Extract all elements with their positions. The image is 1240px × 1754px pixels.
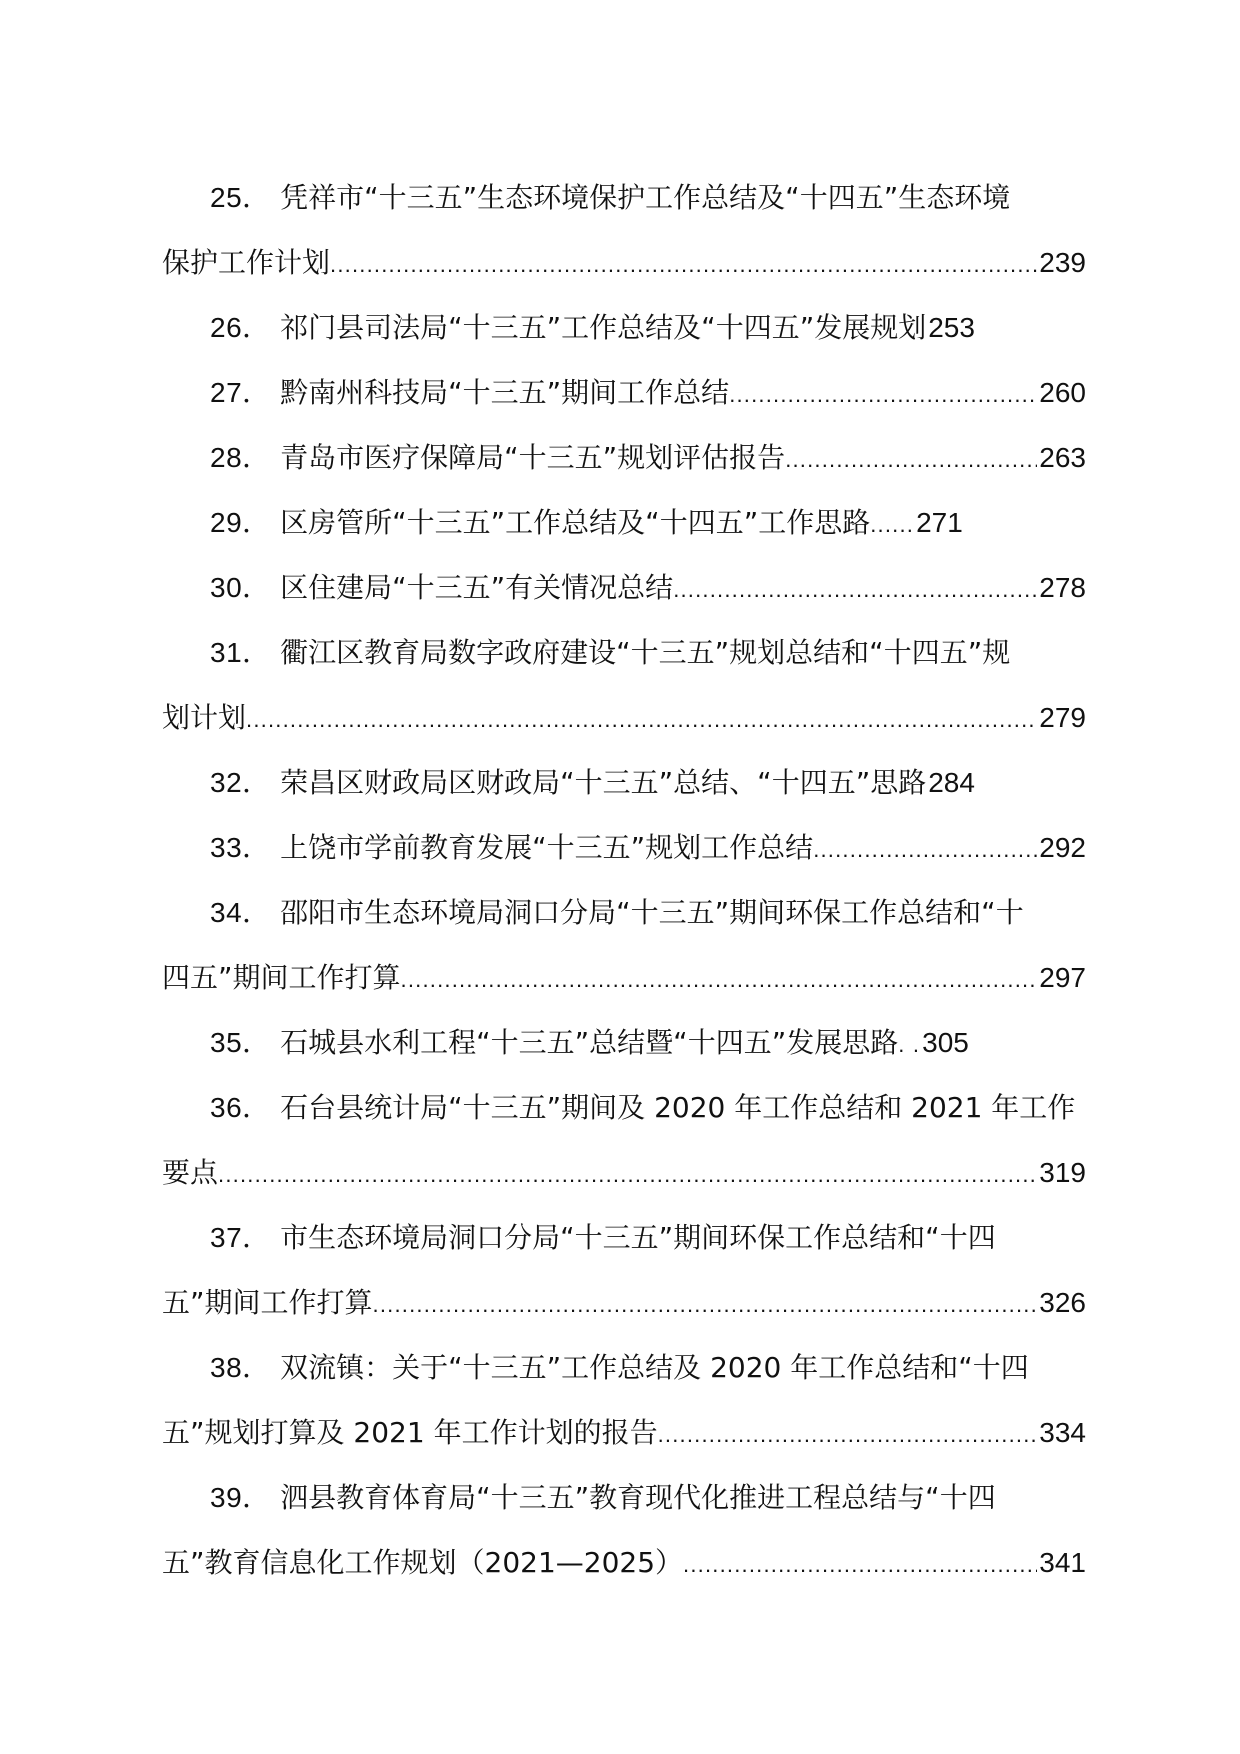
toc-entry-first-line xyxy=(162,750,1086,815)
toc-entry-separator: ． xyxy=(242,506,271,539)
toc-entry-separator: ． xyxy=(242,1091,271,1124)
table-of-contents xyxy=(162,165,1086,1595)
toc-entry-number: 31 xyxy=(210,637,243,668)
toc-entry-title: 邵阳市生态环境局洞口分局“十三五”期间环保工作总结和“十 xyxy=(280,896,1024,929)
toc-entry-separator: ． xyxy=(242,896,271,929)
toc-entry-number: 35 xyxy=(210,1027,243,1058)
toc-entry-first-line xyxy=(162,1205,1086,1270)
toc-leader-dots xyxy=(813,817,1037,880)
toc-leader-dots xyxy=(373,1272,1038,1335)
toc-entry-number: 33 xyxy=(210,832,243,863)
toc-entry-first-line xyxy=(162,815,1086,880)
toc-entry[interactable] xyxy=(162,1205,1086,1335)
toc-entry[interactable] xyxy=(162,360,1086,425)
toc-entry[interactable] xyxy=(162,555,1086,620)
toc-entry-number: 30 xyxy=(210,572,243,603)
toc-page-number: 253 xyxy=(928,312,975,343)
toc-page-number: 292 xyxy=(1039,832,1086,863)
toc-leader-dots: ...... xyxy=(870,512,915,537)
toc-entry-separator: ． xyxy=(242,766,271,799)
toc-entry-first-line xyxy=(162,360,1086,425)
toc-entry-title: 衢江区教育局数字政府建设“十三五”规划总结和“十四五”规 xyxy=(280,636,1011,669)
toc-entry-first-line xyxy=(162,490,1086,555)
toc-entry-first-line xyxy=(162,620,1086,685)
toc-entry-title: 区房管所“十三五”工作总结及“十四五”工作思路 xyxy=(280,506,871,539)
toc-leader-dots xyxy=(683,1532,1037,1595)
toc-entry[interactable] xyxy=(162,165,1086,295)
toc-entry-separator: ． xyxy=(242,311,271,344)
toc-entry-title: 石城县水利工程“十三五”总结暨“十四五”发展思路 xyxy=(280,1026,899,1059)
toc-entry[interactable] xyxy=(162,490,1086,555)
toc-entry-number: 25 xyxy=(210,182,243,213)
toc-leader-dots xyxy=(218,1142,1037,1205)
toc-entry[interactable] xyxy=(162,815,1086,880)
toc-entry-first-line xyxy=(162,425,1086,490)
toc-entry[interactable] xyxy=(162,880,1086,1010)
toc-entry-separator: ． xyxy=(242,831,271,864)
toc-leader-dots xyxy=(330,232,1037,295)
toc-entry[interactable] xyxy=(162,425,1086,490)
toc-leader-dots xyxy=(658,1402,1038,1465)
toc-entry-number: 34 xyxy=(210,897,243,928)
toc-entry[interactable] xyxy=(162,1010,1086,1075)
toc-page-number: 260 xyxy=(1039,377,1086,408)
toc-entry-continuation-line xyxy=(162,1400,1086,1465)
toc-entry-continuation-line xyxy=(162,1270,1086,1335)
toc-entry-first-line xyxy=(162,880,1086,945)
toc-page-number: 341 xyxy=(1039,1547,1086,1578)
toc-entry-number: 37 xyxy=(210,1222,243,1253)
toc-page-number: 271 xyxy=(916,507,963,538)
toc-entry-title: 荣昌区财政局区财政局“十三五”总结、“十四五”思路 xyxy=(280,766,927,799)
toc-leader-dots xyxy=(729,362,1037,425)
toc-entry-title: 双流镇：关于“十三五”工作总结及 2020 年工作总结和“十四 xyxy=(280,1351,1029,1384)
toc-entry-first-line xyxy=(162,1465,1086,1530)
toc-entry-separator: ． xyxy=(242,1481,271,1514)
toc-page-number: 305 xyxy=(922,1027,969,1058)
toc-entry-first-line xyxy=(162,295,1086,360)
toc-entry-title-continued: 划计划 xyxy=(162,701,247,734)
toc-entry-number: 38 xyxy=(210,1352,243,1383)
toc-entry-separator: ． xyxy=(242,376,271,409)
toc-page-number: 278 xyxy=(1039,572,1086,603)
toc-page-number: 326 xyxy=(1039,1287,1086,1318)
toc-entry-separator: ． xyxy=(242,571,271,604)
toc-entry-first-line xyxy=(162,555,1086,620)
toc-entry[interactable] xyxy=(162,1465,1086,1595)
toc-entry-title-continued: 四五”期间工作打算 xyxy=(162,961,401,994)
toc-entry-separator: ． xyxy=(242,1026,271,1059)
toc-entry-title: 黔南州科技局“十三五”期间工作总结 xyxy=(280,376,730,409)
toc-leader-dots: . . xyxy=(898,1032,921,1057)
toc-leader-dots xyxy=(785,427,1037,490)
toc-entry-number: 36 xyxy=(210,1092,243,1123)
toc-entry-title: 石台县统计局“十三五”期间及 2020 年工作总结和 2021 年工作 xyxy=(280,1091,1076,1124)
toc-entry-number: 27 xyxy=(210,377,243,408)
toc-entry-number: 28 xyxy=(210,442,243,473)
toc-entry-title-continued: 五”教育信息化工作规划（2021—2025） xyxy=(162,1546,684,1579)
toc-entry-title: 上饶市学前教育发展“十三五”规划工作总结 xyxy=(280,831,814,864)
toc-entry-continuation-line xyxy=(162,230,1086,295)
toc-entry-first-line xyxy=(162,165,1086,230)
toc-entry-separator: ． xyxy=(242,181,271,214)
toc-entry-number: 39 xyxy=(210,1482,243,1513)
toc-entry-separator: ． xyxy=(242,1221,271,1254)
toc-entry[interactable] xyxy=(162,750,1086,815)
toc-entry[interactable] xyxy=(162,620,1086,750)
toc-entry[interactable] xyxy=(162,295,1086,360)
toc-entry-continuation-line xyxy=(162,1140,1086,1205)
toc-leader-dots xyxy=(246,687,1037,750)
toc-leader-dots xyxy=(401,947,1038,1010)
toc-page-number: 279 xyxy=(1039,702,1086,733)
toc-page-number: 239 xyxy=(1039,247,1086,278)
toc-entry-separator: ． xyxy=(242,441,271,474)
toc-entry-number: 26 xyxy=(210,312,243,343)
toc-page-number: 263 xyxy=(1039,442,1086,473)
toc-entry-continuation-line xyxy=(162,1530,1086,1595)
toc-entry-first-line xyxy=(162,1075,1086,1140)
toc-entry-separator: ． xyxy=(242,1351,271,1384)
toc-page-number: 319 xyxy=(1039,1157,1086,1188)
toc-entry-title: 泗县教育体育局“十三五”教育现代化推进工程总结与“十四 xyxy=(280,1481,996,1514)
toc-entry[interactable] xyxy=(162,1335,1086,1465)
toc-leader-dots xyxy=(673,557,1037,620)
toc-entry-title: 区住建局“十三五”有关情况总结 xyxy=(280,571,674,604)
toc-entry-continuation-line xyxy=(162,945,1086,1010)
toc-page-number: 334 xyxy=(1039,1417,1086,1448)
toc-entry-title-continued: 保护工作计划 xyxy=(162,246,331,279)
toc-entry-title: 市生态环境局洞口分局“十三五”期间环保工作总结和“十四 xyxy=(280,1221,996,1254)
toc-entry-number: 32 xyxy=(210,767,243,798)
toc-entry-continuation-line xyxy=(162,685,1086,750)
toc-entry-title-continued: 五”规划打算及 2021 年工作计划的报告 xyxy=(162,1416,658,1449)
toc-entry-title-continued: 五”期间工作打算 xyxy=(162,1286,373,1319)
toc-entry-title: 祁门县司法局“十三五”工作总结及“十四五”发展规划 xyxy=(280,311,927,344)
toc-entry-title-continued: 要点 xyxy=(162,1156,219,1189)
toc-entry-first-line xyxy=(162,1010,1086,1075)
toc-entry-first-line xyxy=(162,1335,1086,1400)
toc-entry-separator: ． xyxy=(242,636,271,669)
toc-entry[interactable] xyxy=(162,1075,1086,1205)
toc-page-number: 297 xyxy=(1039,962,1086,993)
toc-page-number: 284 xyxy=(928,767,975,798)
toc-entry-number: 29 xyxy=(210,507,243,538)
toc-entry-title: 青岛市医疗保障局“十三五”规划评估报告 xyxy=(280,441,786,474)
toc-entry-title: 凭祥市“十三五”生态环境保护工作总结及“十四五”生态环境 xyxy=(280,181,1011,214)
